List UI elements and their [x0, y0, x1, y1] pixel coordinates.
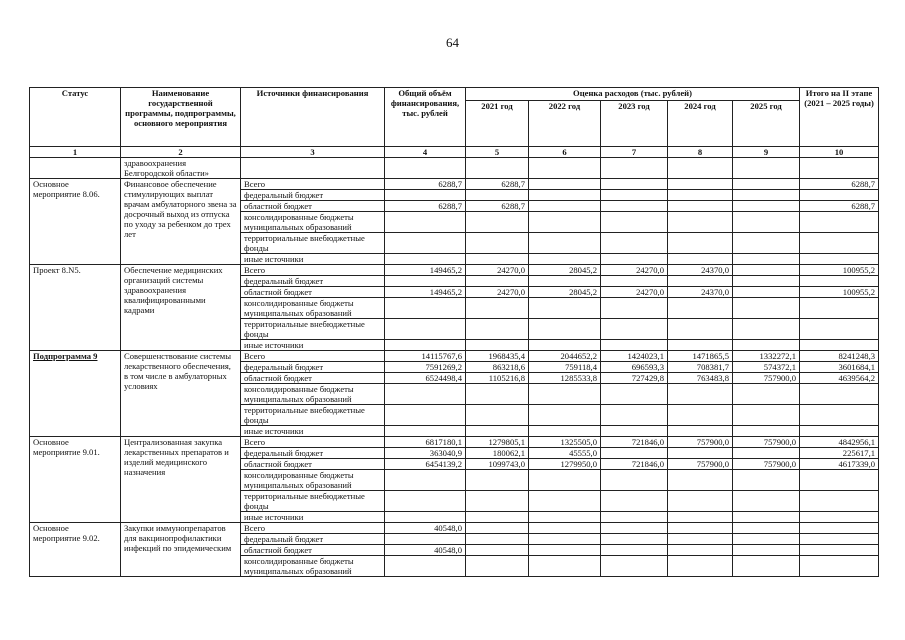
- value-cell: [601, 545, 668, 556]
- value-cell: [529, 470, 601, 491]
- value-cell: [601, 190, 668, 201]
- value-cell: [385, 212, 466, 233]
- value-cell: 24370,0: [668, 287, 733, 298]
- value-cell: 24370,0: [668, 265, 733, 276]
- column-number: 6: [529, 147, 601, 158]
- value-cell: [733, 201, 800, 212]
- value-cell: [466, 254, 529, 265]
- value-cell: 149465,2: [385, 265, 466, 276]
- value-cell: 757900,0: [733, 459, 800, 470]
- value-cell: [668, 190, 733, 201]
- value-cell: [385, 254, 466, 265]
- value-cell: [385, 298, 466, 319]
- column-number: 7: [601, 147, 668, 158]
- value-cell: 721846,0: [601, 459, 668, 470]
- cell-empty: [466, 158, 529, 179]
- source-cell: областной бюджет: [241, 201, 385, 212]
- value-cell: 574372,1: [733, 362, 800, 373]
- value-cell: [601, 298, 668, 319]
- value-cell: [668, 298, 733, 319]
- header-year: 2024 год: [668, 101, 733, 147]
- source-cell: иные источники: [241, 254, 385, 265]
- value-cell: [733, 556, 800, 577]
- value-cell: 6288,7: [385, 179, 466, 190]
- value-cell: [668, 319, 733, 340]
- value-cell: 6288,7: [466, 179, 529, 190]
- value-cell: [529, 233, 601, 254]
- value-cell: [668, 523, 733, 534]
- value-cell: [668, 448, 733, 459]
- value-cell: [466, 212, 529, 233]
- value-cell: [529, 319, 601, 340]
- value-cell: [466, 534, 529, 545]
- source-cell: федеральный бюджет: [241, 276, 385, 287]
- value-cell: [601, 426, 668, 437]
- value-cell: [385, 340, 466, 351]
- value-cell: 1424023,1: [601, 351, 668, 362]
- value-cell: [529, 545, 601, 556]
- value-cell: [668, 254, 733, 265]
- value-cell: [601, 233, 668, 254]
- column-number: 9: [733, 147, 800, 158]
- value-cell: [800, 254, 879, 265]
- value-cell: [733, 233, 800, 254]
- value-cell: [385, 276, 466, 287]
- value-cell: [733, 212, 800, 233]
- value-cell: [733, 448, 800, 459]
- value-cell: [733, 384, 800, 405]
- cell-empty: [733, 158, 800, 179]
- value-cell: [800, 276, 879, 287]
- value-cell: [733, 254, 800, 265]
- table-row: [30, 351, 879, 362]
- source-cell: территориальные внебюджетные фонды: [241, 405, 385, 426]
- value-cell: [529, 254, 601, 265]
- value-cell: 24270,0: [466, 265, 529, 276]
- value-cell: 6817180,1: [385, 437, 466, 448]
- value-cell: [385, 426, 466, 437]
- value-cell: [385, 319, 466, 340]
- value-cell: [529, 276, 601, 287]
- value-cell: [466, 340, 529, 351]
- value-cell: [800, 534, 879, 545]
- column-number: 8: [668, 147, 733, 158]
- value-cell: [668, 556, 733, 577]
- source-cell: Всего: [241, 437, 385, 448]
- source-cell: консолидированные бюджеты муниципальных образований: [241, 298, 385, 319]
- table-row: [30, 523, 879, 534]
- value-cell: 4639564,2: [800, 373, 879, 384]
- column-number: 10: [800, 147, 879, 158]
- value-cell: [668, 405, 733, 426]
- source-cell: территориальные внебюджетные фонды: [241, 233, 385, 254]
- value-cell: 6288,7: [800, 201, 879, 212]
- value-cell: 6454139,2: [385, 459, 466, 470]
- value-cell: 6288,7: [466, 201, 529, 212]
- value-cell: [733, 523, 800, 534]
- source-cell: Всего: [241, 265, 385, 276]
- status-cell: Основное мероприятие 8.06.: [30, 179, 121, 265]
- value-cell: [529, 534, 601, 545]
- value-cell: [466, 523, 529, 534]
- cell-empty: [668, 158, 733, 179]
- value-cell: 28045,2: [529, 265, 601, 276]
- value-cell: 4617339,0: [800, 459, 879, 470]
- value-cell: [733, 470, 800, 491]
- value-cell: [800, 384, 879, 405]
- value-cell: 1968435,4: [466, 351, 529, 362]
- header-year: 2022 год: [529, 101, 601, 147]
- column-number: 5: [466, 147, 529, 158]
- value-cell: [466, 233, 529, 254]
- value-cell: 8241248,3: [800, 351, 879, 362]
- value-cell: [529, 384, 601, 405]
- column-number: 1: [30, 147, 121, 158]
- value-cell: [733, 179, 800, 190]
- value-cell: 6524498,4: [385, 373, 466, 384]
- name-cell: Финансовое обеспечение стимулирующих выплат врачам амбулаторного звена за досрочный выход из отпуска по уходу за ребенком до трех лет: [121, 179, 241, 265]
- value-cell: [668, 470, 733, 491]
- value-cell: [385, 534, 466, 545]
- value-cell: [529, 212, 601, 233]
- value-cell: 1099743,0: [466, 459, 529, 470]
- value-cell: [800, 523, 879, 534]
- value-cell: [668, 233, 733, 254]
- value-cell: 40548,0: [385, 523, 466, 534]
- value-cell: [733, 426, 800, 437]
- value-cell: [385, 512, 466, 523]
- value-cell: [601, 276, 668, 287]
- source-cell: консолидированные бюджеты муниципальных образований: [241, 212, 385, 233]
- value-cell: [733, 190, 800, 201]
- table-row: [30, 265, 879, 276]
- value-cell: [800, 405, 879, 426]
- value-cell: [668, 201, 733, 212]
- source-cell: областной бюджет: [241, 373, 385, 384]
- value-cell: [601, 556, 668, 577]
- value-cell: [601, 201, 668, 212]
- value-cell: [800, 556, 879, 577]
- value-cell: [733, 545, 800, 556]
- value-cell: 721846,0: [601, 437, 668, 448]
- value-cell: [733, 276, 800, 287]
- header-estimate: Оценка расходов (тыс. рублей): [466, 88, 800, 101]
- value-cell: [529, 556, 601, 577]
- value-cell: [668, 179, 733, 190]
- value-cell: 7591269,2: [385, 362, 466, 373]
- source-cell: Всего: [241, 351, 385, 362]
- value-cell: [601, 340, 668, 351]
- value-cell: [529, 426, 601, 437]
- value-cell: [668, 276, 733, 287]
- value-cell: 1325505,0: [529, 437, 601, 448]
- cell-empty: [241, 158, 385, 179]
- value-cell: [733, 534, 800, 545]
- value-cell: 1285533,8: [529, 373, 601, 384]
- value-cell: [733, 319, 800, 340]
- header-year: 2021 год: [466, 101, 529, 147]
- table-body: [30, 158, 879, 577]
- status-cell: Основное мероприятие 9.01.: [30, 437, 121, 523]
- value-cell: 45555,0: [529, 448, 601, 459]
- value-cell: 757900,0: [733, 437, 800, 448]
- column-number: 3: [241, 147, 385, 158]
- status-cell: Основное мероприятие 9.02.: [30, 523, 121, 577]
- status-cell: Проект 8.N5.: [30, 265, 121, 351]
- value-cell: [385, 384, 466, 405]
- header-name: Наименование государственной программы, подпрограммы, основного мероприятия: [121, 88, 241, 147]
- value-cell: 149465,2: [385, 287, 466, 298]
- value-cell: [601, 448, 668, 459]
- header-total: Общий объём финансирования, тыс. рублей: [385, 88, 466, 147]
- value-cell: [385, 470, 466, 491]
- value-cell: 727429,8: [601, 373, 668, 384]
- value-cell: [466, 545, 529, 556]
- continuation-row: [30, 158, 879, 179]
- value-cell: 40548,0: [385, 545, 466, 556]
- value-cell: [466, 405, 529, 426]
- value-cell: [529, 491, 601, 512]
- value-cell: 757900,0: [668, 459, 733, 470]
- name-cell: Закупки иммунопрепаратов для вакцинопрофилактики инфекций по эпидемическим: [121, 523, 241, 577]
- value-cell: [529, 512, 601, 523]
- status-cell: Подпрограмма 9: [30, 351, 121, 437]
- value-cell: [529, 405, 601, 426]
- value-cell: [800, 190, 879, 201]
- value-cell: 14115767,6: [385, 351, 466, 362]
- value-cell: [601, 254, 668, 265]
- source-cell: Всего: [241, 179, 385, 190]
- source-cell: федеральный бюджет: [241, 448, 385, 459]
- value-cell: 863218,6: [466, 362, 529, 373]
- value-cell: [800, 212, 879, 233]
- name-cell: Централизованная закупка лекарственных препаратов и изделий медицинского назначения: [121, 437, 241, 523]
- value-cell: [601, 491, 668, 512]
- value-cell: 757900,0: [668, 437, 733, 448]
- value-cell: [529, 298, 601, 319]
- value-cell: 100955,2: [800, 265, 879, 276]
- value-cell: [601, 319, 668, 340]
- value-cell: 225617,1: [800, 448, 879, 459]
- source-cell: консолидированные бюджеты муниципальных образований: [241, 384, 385, 405]
- source-cell: территориальные внебюджетные фонды: [241, 491, 385, 512]
- value-cell: [800, 340, 879, 351]
- page-number: 64: [446, 35, 459, 50]
- value-cell: [466, 298, 529, 319]
- value-cell: 2044652,2: [529, 351, 601, 362]
- value-cell: [733, 298, 800, 319]
- value-cell: [466, 512, 529, 523]
- value-cell: [733, 405, 800, 426]
- value-cell: [385, 190, 466, 201]
- value-cell: [601, 534, 668, 545]
- value-cell: [800, 470, 879, 491]
- value-cell: [733, 287, 800, 298]
- value-cell: [385, 233, 466, 254]
- source-cell: иные источники: [241, 426, 385, 437]
- value-cell: [466, 190, 529, 201]
- value-cell: [601, 405, 668, 426]
- value-cell: [800, 512, 879, 523]
- value-cell: [668, 212, 733, 233]
- value-cell: 24270,0: [601, 265, 668, 276]
- value-cell: 1105216,8: [466, 373, 529, 384]
- value-cell: [601, 212, 668, 233]
- header-year: 2025 год: [733, 101, 800, 147]
- value-cell: 3601684,1: [800, 362, 879, 373]
- source-cell: федеральный бюджет: [241, 190, 385, 201]
- value-cell: [466, 426, 529, 437]
- cell-empty: [385, 158, 466, 179]
- value-cell: [601, 523, 668, 534]
- value-cell: [733, 491, 800, 512]
- value-cell: [529, 190, 601, 201]
- source-cell: консолидированные бюджеты муниципальных образований: [241, 470, 385, 491]
- value-cell: [601, 384, 668, 405]
- value-cell: [385, 556, 466, 577]
- source-cell: федеральный бюджет: [241, 534, 385, 545]
- value-cell: [529, 523, 601, 534]
- value-cell: [466, 556, 529, 577]
- value-cell: [668, 512, 733, 523]
- value-cell: [529, 179, 601, 190]
- financing-table: [29, 87, 879, 577]
- value-cell: [668, 384, 733, 405]
- value-cell: 1279950,0: [529, 459, 601, 470]
- value-cell: [601, 512, 668, 523]
- value-cell: [466, 276, 529, 287]
- value-cell: 363040,9: [385, 448, 466, 459]
- value-cell: [733, 512, 800, 523]
- header-status: Статус: [30, 88, 121, 147]
- value-cell: 708381,7: [668, 362, 733, 373]
- source-cell: областной бюджет: [241, 545, 385, 556]
- value-cell: [800, 545, 879, 556]
- source-cell: иные источники: [241, 512, 385, 523]
- value-cell: 6288,7: [800, 179, 879, 190]
- source-cell: иные источники: [241, 340, 385, 351]
- value-cell: [668, 491, 733, 512]
- value-cell: 696593,3: [601, 362, 668, 373]
- value-cell: [385, 491, 466, 512]
- value-cell: 763483,8: [668, 373, 733, 384]
- value-cell: [800, 298, 879, 319]
- source-cell: областной бюджет: [241, 287, 385, 298]
- value-cell: 4842956,1: [800, 437, 879, 448]
- cell-empty: [800, 158, 879, 179]
- table-row: [30, 179, 879, 190]
- header-year: 2023 год: [601, 101, 668, 147]
- value-cell: [601, 179, 668, 190]
- source-cell: консолидированные бюджеты муниципальных образований: [241, 556, 385, 577]
- value-cell: [668, 534, 733, 545]
- header-sources: Источники финансирования: [241, 88, 385, 147]
- value-cell: 1332272,1: [733, 351, 800, 362]
- value-cell: [800, 319, 879, 340]
- value-cell: [733, 265, 800, 276]
- value-cell: [733, 340, 800, 351]
- table-row: [30, 437, 879, 448]
- cell-empty: [529, 158, 601, 179]
- value-cell: 1471865,5: [668, 351, 733, 362]
- source-cell: территориальные внебюджетные фонды: [241, 319, 385, 340]
- value-cell: [800, 233, 879, 254]
- cell-empty: [30, 158, 121, 179]
- value-cell: [800, 426, 879, 437]
- column-number: 2: [121, 147, 241, 158]
- name-cell: Обеспечение медицинских организаций системы здравоохранения квалифицированными кадрами: [121, 265, 241, 351]
- source-cell: федеральный бюджет: [241, 362, 385, 373]
- value-cell: [529, 340, 601, 351]
- value-cell: 6288,7: [385, 201, 466, 212]
- value-cell: 24270,0: [601, 287, 668, 298]
- value-cell: 757900,0: [733, 373, 800, 384]
- value-cell: [668, 545, 733, 556]
- value-cell: [800, 491, 879, 512]
- value-cell: 1279805,1: [466, 437, 529, 448]
- value-cell: [601, 470, 668, 491]
- value-cell: 24270,0: [466, 287, 529, 298]
- source-cell: Всего: [241, 523, 385, 534]
- value-cell: 28045,2: [529, 287, 601, 298]
- source-cell: областной бюджет: [241, 459, 385, 470]
- value-cell: [385, 405, 466, 426]
- cell-empty: [601, 158, 668, 179]
- value-cell: 180062,1: [466, 448, 529, 459]
- value-cell: 759118,4: [529, 362, 601, 373]
- header-itogo: Итого на II этапе (2021 – 2025 годы): [800, 88, 879, 147]
- value-cell: [466, 384, 529, 405]
- value-cell: [668, 340, 733, 351]
- continuation-text: здравоохранения Белгородской области»: [121, 158, 241, 179]
- value-cell: [466, 470, 529, 491]
- value-cell: 100955,2: [800, 287, 879, 298]
- value-cell: [466, 319, 529, 340]
- name-cell: Совершенствование системы лекарственного обеспечения, в том числе в амбулаторных условиях: [121, 351, 241, 437]
- value-cell: [668, 426, 733, 437]
- column-number: 4: [385, 147, 466, 158]
- value-cell: [529, 201, 601, 212]
- value-cell: [466, 491, 529, 512]
